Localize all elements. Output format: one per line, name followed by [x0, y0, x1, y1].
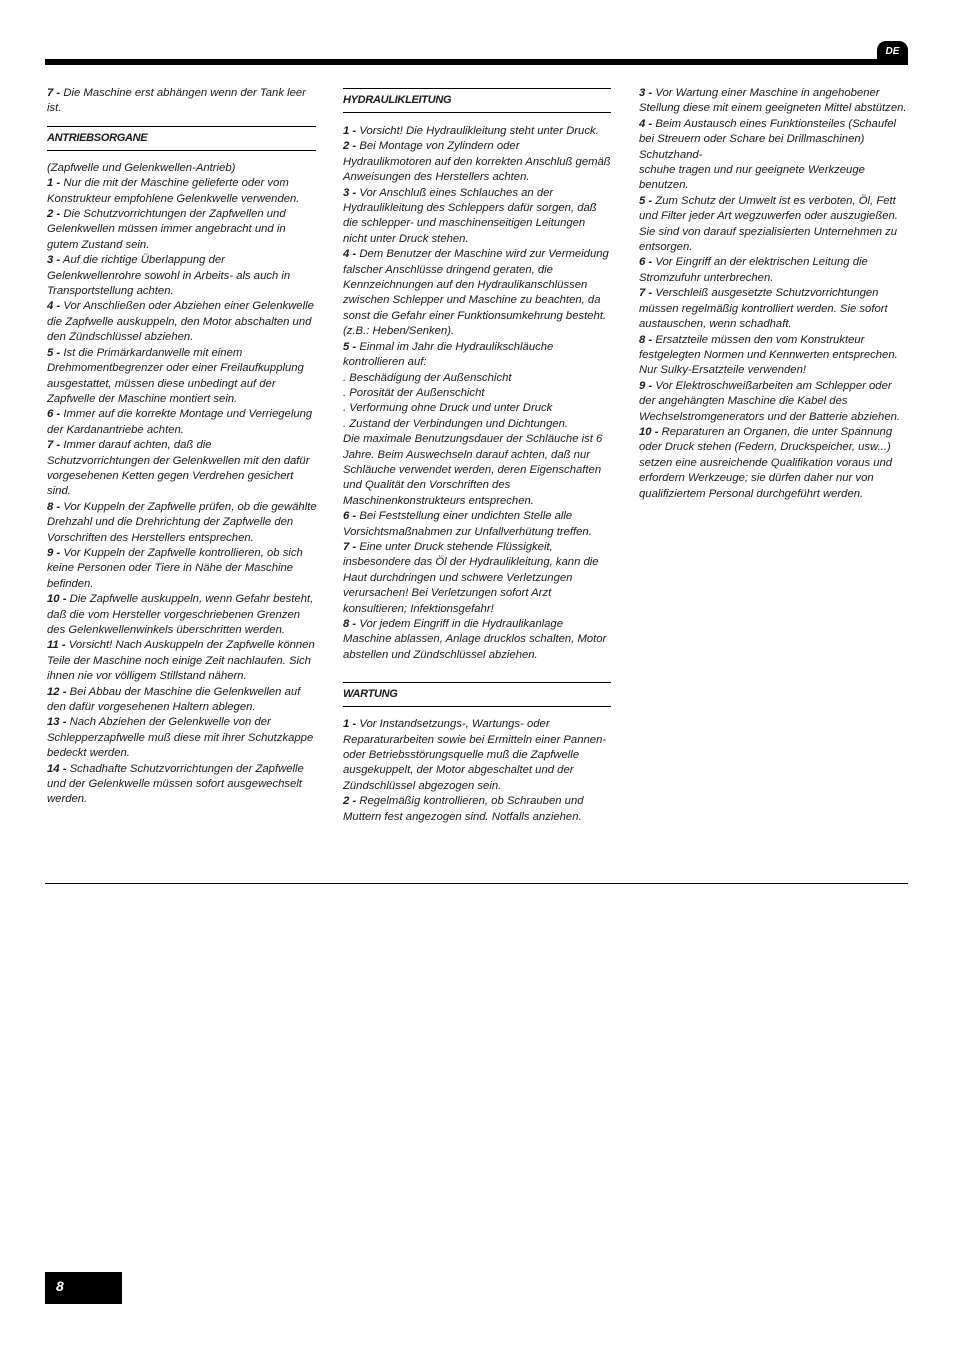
item-number: 8 -: [343, 618, 357, 630]
item-text: Verschleiß ausgesetzte Schutzvorrichtungen müssen regelmäßig kontrolliert werden. Sie sofort austauschen, wenn schadhaft.: [639, 287, 888, 331]
list-item: [47, 207, 317, 253]
item-text: Vor Eingriff an der elektrischen Leitung die Stromzufuhr unterbrechen.: [639, 256, 868, 284]
item-number: 5 -: [47, 346, 61, 359]
item-text: Eine unter Druck stehende Flüssigkeit, insbesondere das Öl der Hydraulikleitung, kann die Haut durchdringen und schwere Verletzungen verursachen! Bei Verletzungen sofort Arzt konsultieren; Infektionsgefahr!: [343, 540, 599, 615]
list-item: [639, 86, 909, 117]
column-1: [47, 86, 317, 808]
item-number: 7 -: [47, 439, 61, 452]
item-text: Reparaturen an Organen, die unter Spannung oder Druck stehen (Federn, Druckspeicher, usw...) setzen eine ausreichende Qualifikation voraus und erfordern Werkzeuge; sie dürfen daher nur von qualifiziertem Personal durchgeführt werden.: [639, 425, 893, 500]
item-list: [343, 124, 611, 371]
list-item: [639, 117, 909, 163]
section-heading-hydraulikleitung: HYDRAULIKLEITUNG: [343, 88, 611, 113]
item-text: Auf die richtige Überlappung der Gelenkwellenrohre sowohl in Arbeits- als auch in Transportstellung achten.: [47, 254, 291, 298]
list-item: [47, 346, 317, 408]
item-number: 1 -: [47, 177, 61, 190]
item-list: [639, 194, 909, 502]
list-item: [47, 638, 317, 684]
item-number: 1 -: [343, 125, 357, 137]
item-number: 5 -: [639, 194, 653, 207]
item-number: 3 -: [47, 254, 61, 267]
item-text: Die Schutzvorrichtungen der Zapfwellen und Gelenkwellen müssen immer angebracht und in gutem Zustand sein.: [47, 208, 286, 251]
item-text: Zum Schutz der Umwelt ist es verboten, Öl, Fett und Filter jeder Art wegzuwerfen oder auszugießen. Sie sind von darauf spezialisierten Unternehmen zu entsorgen.: [639, 194, 898, 254]
list-item: [343, 717, 611, 794]
list-item: [47, 685, 317, 716]
item-text: Beim Austausch eines Funktionsteiles (Schaufel bei Streuern oder Schare bei Drillmaschinen) Schutzhand-: [639, 117, 897, 161]
list-item: [47, 438, 317, 500]
check-item: . Beschädigung der Außenschicht: [343, 371, 512, 384]
list-item: [343, 124, 611, 139]
item-text: Immer auf die korrekte Montage und Verriegelung der Kardanantriebe achten.: [47, 408, 313, 436]
list-item: [47, 762, 317, 808]
item-list: [47, 176, 317, 808]
item-text: Schadhafte Schutzvorrichtungen der Zapfwelle und der Gelenkwelle müssen sofort ausgewechselt werden.: [47, 762, 304, 806]
item-text: Vor Kuppeln der Zapfwelle kontrollieren, ob sich keine Personen oder Tiere in Nähe der Maschine befinden.: [47, 546, 303, 590]
item-text: Regelmäßig kontrollieren, ob Schrauben und Muttern fest angezogen sind. Notfalls anziehen.: [343, 795, 584, 823]
list-item: [343, 247, 611, 339]
item-number: 4 -: [47, 300, 61, 313]
item-number: 8 -: [47, 500, 61, 513]
list-item: [343, 186, 611, 248]
item-number: 10 -: [639, 425, 659, 438]
list-item: [47, 546, 317, 592]
check-item: . Verformung ohne Druck und unter Druck: [343, 402, 553, 415]
item-number: 7 -: [639, 287, 653, 300]
item-text: Vor Kuppeln der Zapfwelle prüfen, ob die gewählte Drehzahl und die Drehrichtung der Zapfwelle den Vorschriften des Herstellers entsprechen.: [47, 500, 317, 544]
list-item: [343, 509, 611, 540]
item-text: Vor Elektroschweißarbeiten am Schlepper oder der angehängten Maschine die Kabel des Wechselstromgenerators und der Batterie abziehen.: [639, 379, 901, 423]
item-number: 2 -: [343, 140, 357, 153]
item-number: 11 -: [47, 639, 66, 652]
item-number: 8 -: [639, 333, 653, 346]
item-text: Bei Montage von Zylindern oder Hydraulikmotoren auf den korrekten Anschluß gemäß Anweisungen des Herstellers achten.: [343, 140, 611, 184]
item-text: Nach Abziehen der Gelenkwelle von der Schlepperzapfwelle muß diese mit ihrer Schutzkappe bedeckt werden.: [47, 716, 314, 760]
item-number: 13 -: [47, 716, 67, 729]
item-text: Einmal im Jahr die Hydraulikschläuche kontrollieren auf:: [343, 340, 554, 369]
item-text: Vorsicht! Die Hydraulikleitung steht unter Druck.: [356, 125, 599, 137]
column-3: [639, 86, 909, 502]
item-list: [343, 509, 611, 663]
item-number: 6 -: [343, 510, 357, 523]
item-number: 6 -: [47, 408, 61, 421]
list-item: [639, 286, 909, 332]
list-item: [47, 253, 317, 299]
note-paragraph: Die maximale Benutzungsdauer der Schläuche ist 6 Jahre. Beim Auswechseln darauf achten, daß nur Schläuche verwendet werden, deren Eigenschaften und Qualität den Vorschriften des Maschinenkonstrukteurs entsprechen.: [343, 433, 603, 507]
item-text: Ersatzteile müssen den vom Konstrukteur festgelegten Normen und Kennwerten entsprechen. Nur Sulky-Ersatzteile verwenden!: [639, 333, 898, 377]
header-rule: [45, 59, 908, 65]
item-number: 1 -: [343, 718, 357, 731]
list-item: [639, 379, 909, 425]
section-heading-antriebsorgane: ANTRIEBSORGANE: [47, 126, 316, 151]
column-2: [343, 88, 611, 825]
item-number: 14 -: [47, 762, 67, 775]
page-number: 8: [45, 1272, 122, 1304]
item-number: 5 -: [343, 340, 357, 353]
section-subtitle: (Zapfwelle und Gelenkwellen-Antrieb): [47, 161, 236, 174]
item-number: 3 -: [343, 186, 357, 199]
item-number: 6 -: [639, 256, 653, 269]
item-number: 7 -: [343, 540, 357, 553]
list-item: [47, 299, 317, 345]
footer-rule: [45, 883, 908, 884]
check-item: . Zustand der Verbindungen und Dichtungen.: [343, 417, 569, 430]
list-item: [47, 500, 317, 546]
continuation-paragraph: schuhe tragen und nur geeignete Werkzeuge benutzen.: [639, 164, 865, 192]
intro-item: 7 - Die Maschine erst abhängen wenn der Tank leer ist.: [47, 87, 306, 115]
list-item: [343, 340, 611, 371]
item-text: Vorsicht! Nach Auskuppeln der Zapfwelle können Teile der Maschine noch einige Zeit nachlaufen. Sich ihnen nie vor völligem Stillstand nähern.: [47, 639, 315, 683]
item-text: Vor Instandsetzungs-, Wartungs- oder Reparaturarbeiten sowie bei Ermitteln einer Pannen- oder Betriebsstörungsquelle muß die Zapfwelle ausgekuppelt, der Motor abgeschaltet und der Zündschlüssel abgezogen sein.: [343, 718, 607, 792]
item-number: 4 -: [343, 248, 357, 261]
item-text: Bei Abbau der Maschine die Gelenkwellen auf den dafür vorgesehenen Haltern ablegen.: [47, 685, 301, 714]
list-item: [639, 333, 909, 379]
item-number: 9 -: [47, 546, 61, 559]
list-item: [639, 255, 909, 286]
list-item: [343, 794, 611, 825]
item-text: Vor Anschließen oder Abziehen einer Gelenkwelle die Zapfwelle auskuppeln, den Motor abschalten und den Zündschlüssel abziehen.: [47, 300, 314, 344]
item-text: Dem Benutzer der Maschine wird zur Vermeidung falscher Anschlüsse dringend geraten, die Kennzeichnungen auf den Hydraulikanschlüssen zwischen Schlepper und Maschine zu beachten, da sonst die Gefahr einer Funktionsumkehrung besteht. (z.B.: Heben/Senken).: [343, 248, 609, 338]
item-text: Bei Feststellung einer undichten Stelle alle Vorsichtsmaßnahmen zur Unfallverhütung treffen.: [343, 510, 592, 538]
list-item: [47, 407, 317, 438]
list-item: [343, 540, 611, 617]
item-number: 9 -: [639, 379, 653, 392]
list-item: [47, 592, 317, 638]
section-heading-wartung: WARTUNG: [343, 682, 611, 707]
item-text: Vor Anschluß eines Schlauches an der Hydraulikleitung des Schleppers dafür sorgen, daß die schlepper- und maschinenseitigen Leitungen nicht unter Druck stehen.: [343, 186, 597, 245]
list-item: [343, 139, 611, 185]
language-badge: DE: [877, 41, 908, 64]
list-item: [639, 194, 909, 256]
item-number: 2 -: [343, 795, 357, 808]
check-list: [343, 371, 611, 433]
list-item: [343, 617, 611, 663]
item-number: 2 -: [47, 208, 61, 221]
item-number: 4 -: [639, 117, 653, 130]
item-list: [639, 86, 909, 163]
item-number: 3 -: [639, 87, 653, 99]
item-text: Ist die Primärkardanwelle mit einem Drehmomentbegrenzer oder einer Freilaufkupplung ausgestattet, müssen diese unbedingt auf der Zapfwelle der Maschine montiert sein.: [47, 346, 304, 405]
item-text: Vor Wartung einer Maschine in angehobener Stellung diese mit einem geeigneten Mittel abstützen.: [639, 87, 907, 115]
item-list: [343, 717, 611, 825]
item-number: 10 -: [47, 593, 67, 606]
item-text: Die Zapfwelle auskuppeln, wenn Gefahr besteht, daß die vom Hersteller vorgeschriebenen Grenzen des Gelenkwellenwinkels überschritten werden.: [47, 593, 314, 636]
check-item: . Porosität der Außenschicht: [343, 386, 485, 399]
list-item: [47, 715, 317, 761]
list-item: [639, 425, 909, 502]
item-text: Nur die mit der Maschine gelieferte oder vom Konstrukteur empfohlene Gelenkwelle verwenden.: [47, 177, 300, 205]
item-text: Immer darauf achten, daß die Schutzvorrichtungen der Gelenkwellen mit den dafür vorgesehenen Ketten gegen Verdrehen gesichert sind.: [47, 439, 310, 498]
list-item: [47, 176, 317, 207]
item-text: Vor jedem Eingriff in die Hydraulikanlage Maschine ablassen, Anlage drucklos schalten, Motor abstellen und Zündschlüssel abziehen.: [343, 618, 607, 661]
item-number: 12 -: [47, 685, 67, 698]
